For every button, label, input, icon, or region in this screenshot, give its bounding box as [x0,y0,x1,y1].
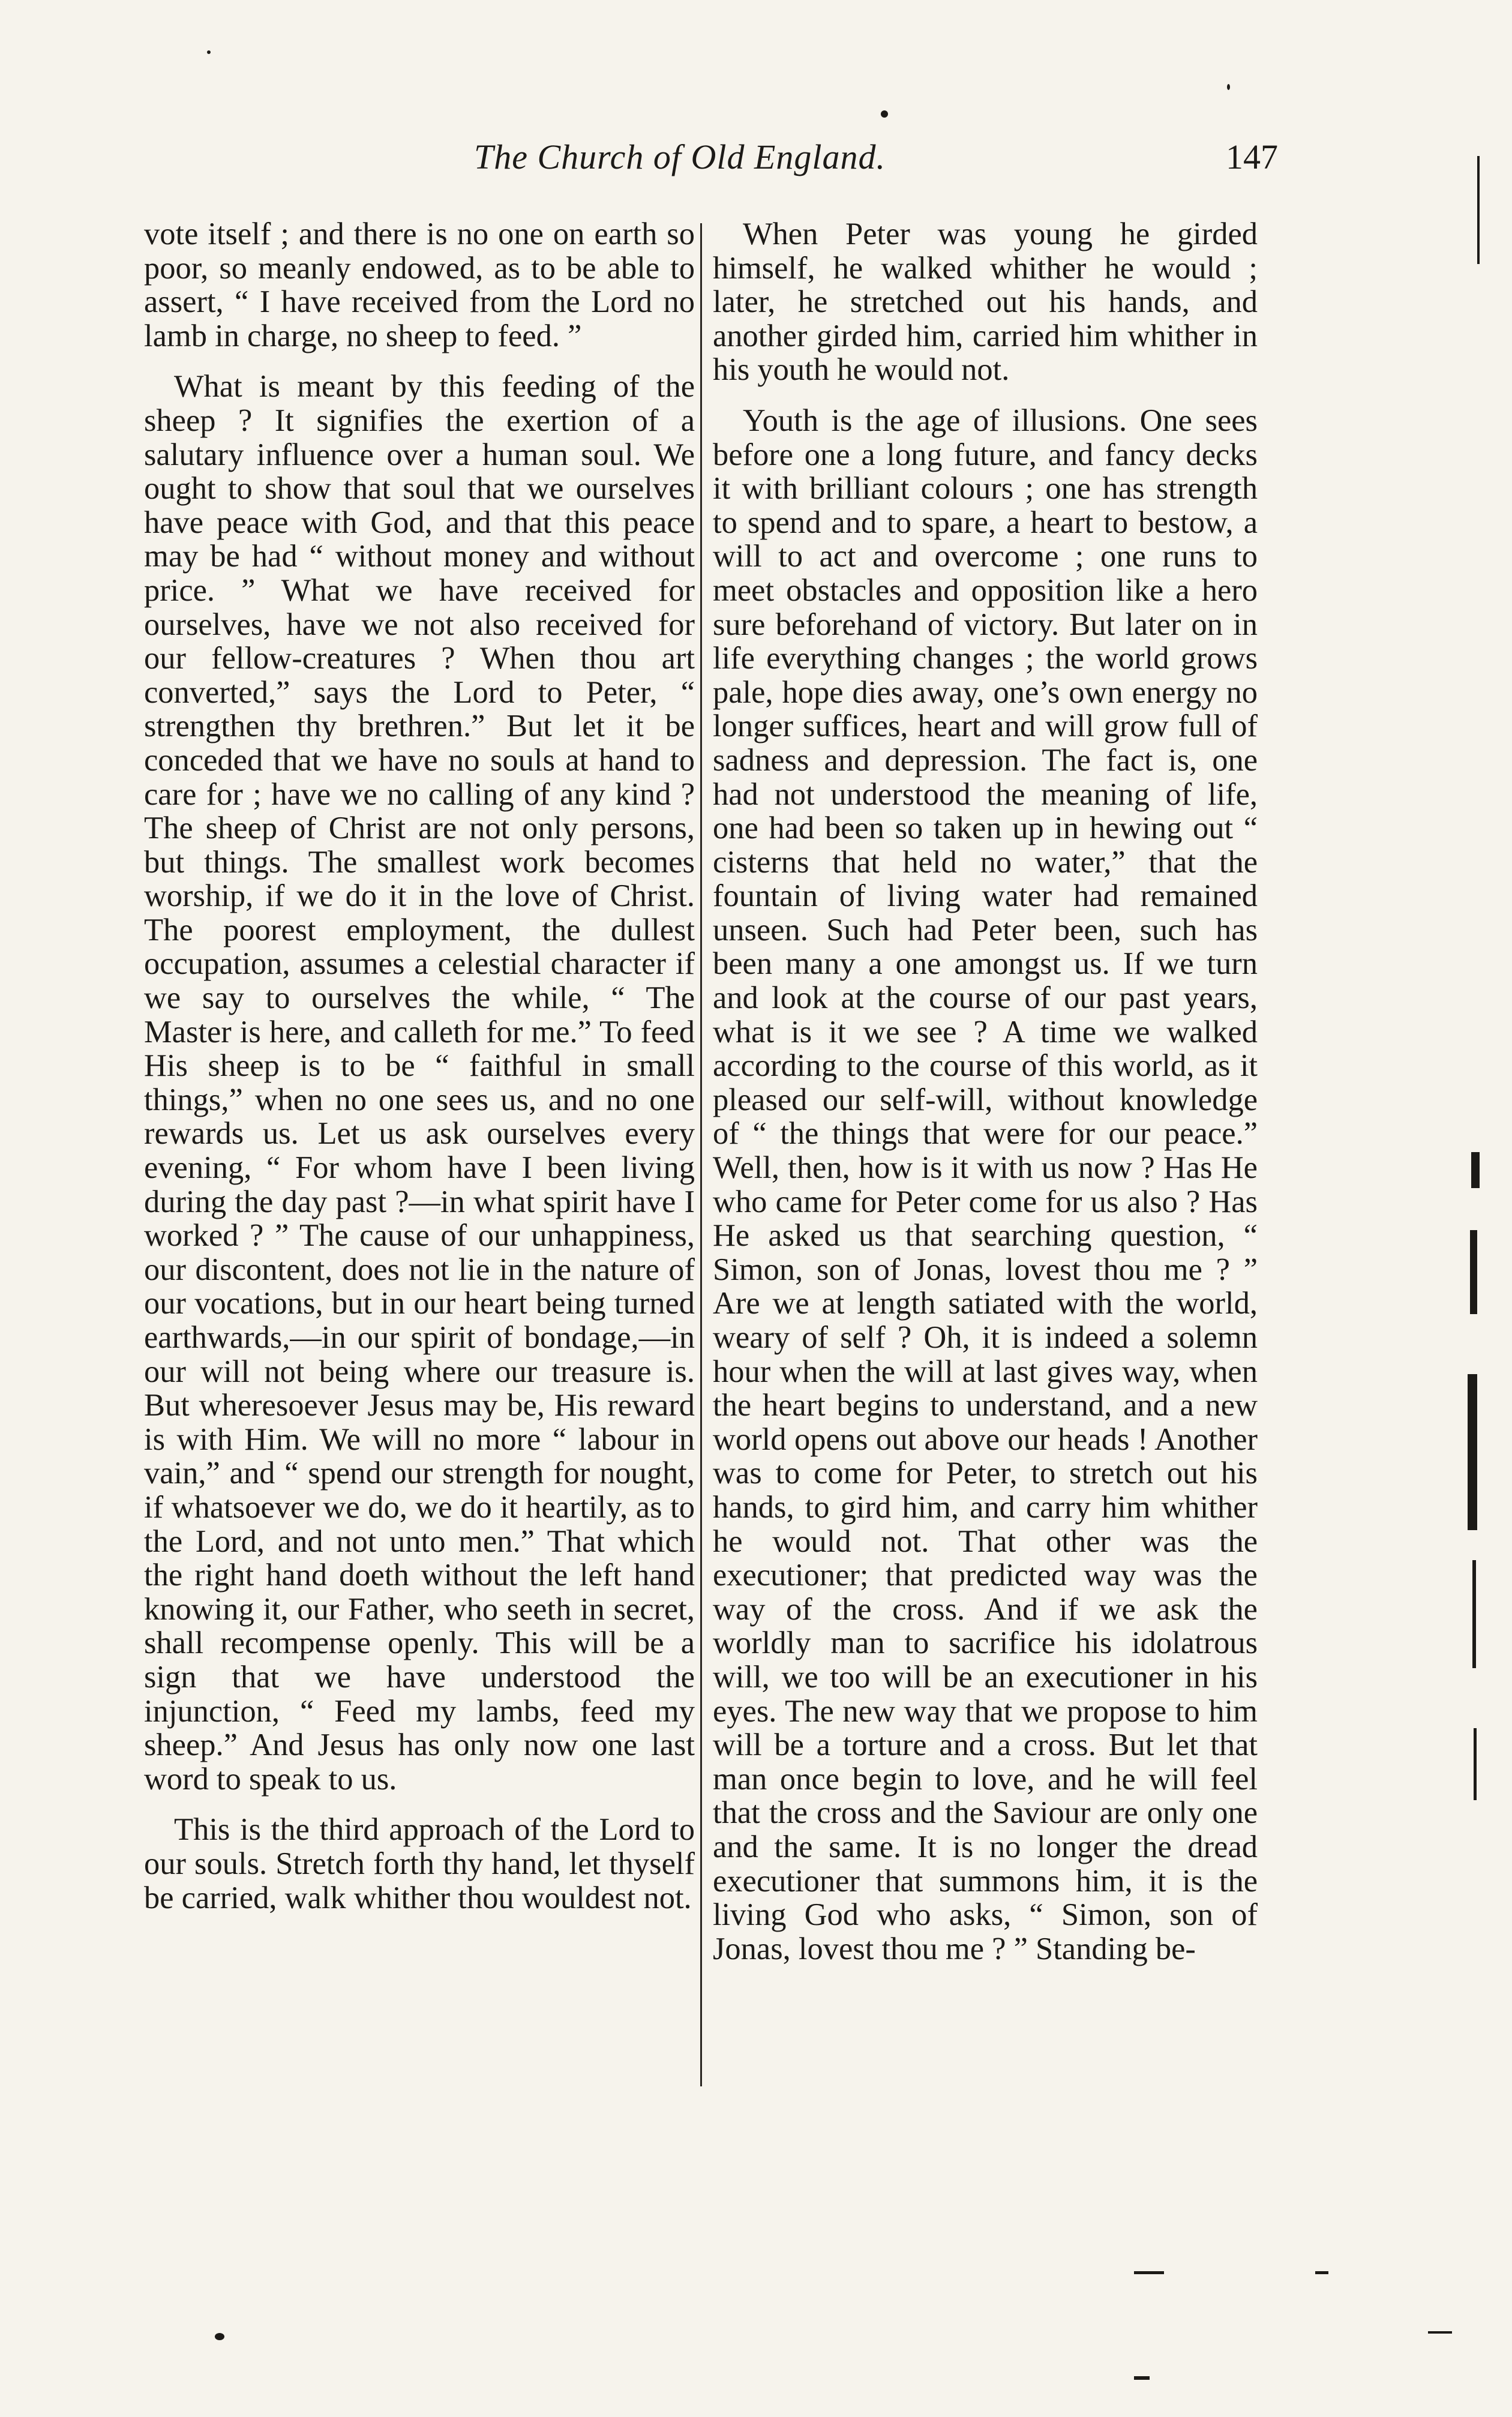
scan-edge-mark [1477,156,1480,264]
column-divider [700,223,702,2086]
paragraph: vote itself ; and there is no one on earth so poor, so meanly endowed, as to be able to assert, “ I have received from the Lord no lamb in charge, no sheep to feed. ” [144,217,695,353]
paragraph: What is meant by this feeding of the sheep ? It signifies the exertion of a salutary influence over a human soul. We ought to show that soul that we ourselves have peace with God, and that this peace may be had “ without money and without price. ” What we have received for ourselves, have we not also received for our fellow-creatures ? When thou art converted,” says the Lord to Peter, “ strengthen thy brethren.” But let it be conceded that we have no souls at hand to care for ; have we no calling of any kind ? The sheep of Christ are not only persons, but things. The smallest work becomes worship, if we do it in the love of Christ. The poorest employment, the dullest occupation, assumes a celestial character if we say to ourselves the while, “ The Master is here, and calleth for me.” To feed His sheep is to be “ faithful in small things,” when no one sees us, and no one rewards us. Let us ask ourselves every evening, “ For whom have I been living during the day past ?—in what spirit have I worked ? ” The cause of our unhappiness, our discontent, does not lie in the nature of our vocations, but in our heart being turned earthwards,—in our spirit of bondage,—in our will not being where our treasure is. But wheresoever Jesus may be, His reward is with Him. We will no more “ labour in vain,” and “ spend our strength for nought, if whatsoever we do, we do it heartily, as to the Lord, and not unto men.” That which the right hand doeth without the left hand knowing it, our Father, who seeth in secret, shall recompense openly. This will be a sign that we have understood the injunction, “ Feed my lambs, feed my sheep.” And Jesus has only now one last word to speak to us. [144,369,695,1797]
scan-edge-mark [1474,1728,1477,1800]
running-title: The Church of Old England. [474,137,886,176]
paragraph: This is the third approach of the Lord to our souls. Stretch forth thy hand, let thyself be carried, walk whither thou wouldest not. [144,1812,695,1915]
page-number: 147 [1226,137,1278,176]
ink-speck [881,110,888,118]
running-head [138,137,1278,191]
scan-edge-mark [1134,2271,1164,2274]
ink-speck [207,50,211,54]
scan-edge-mark [1472,1560,1476,1668]
scan-edge-mark [1134,2376,1150,2380]
scan-edge-mark [1315,2271,1328,2274]
ink-speck [1227,84,1230,90]
ink-speck [215,2333,224,2340]
scan-edge-mark [1470,1230,1477,1314]
left-column [144,217,695,1932]
paragraph: Youth is the age of illusions. One sees before one a long future, and fancy decks it with brilliant colours ; one has strength to spend and to spare, a heart to bestow, a will to act and overcome ; one runs to meet obstacles and opposition like a hero sure beforehand of victory. But later on in life everything changes ; the world grows pale, hope dies away, one’s own energy no longer suffices, heart and will grow full of sadness and depression. The fact is, one had not understood the meaning of life, one had been so taken up in hewing out “ cisterns that held no water,” that the fountain of living water had remained unseen. Such had Peter been, such has been many a one amongst us. If we turn and look at the course of our past years, what is it we see ? A time we walked according to the course of this world, as it pleased our self-will, without knowledge of “ the things that were for our peace.” Well, then, how is it with us now ? Has He who came for Peter come for us also ? Has He asked us that searching question, “ Simon, son of Jonas, lovest thou me ? ” Are we at length satiated with the world, weary of self ? Oh, it is indeed a solemn hour when the will at last gives way, when the heart begins to understand, and a new world opens out above our heads ! Another was to come for Peter, to stretch out his hands, to gird him, and carry him whither he would not. That other was the executioner; that predicted way was the way of the cross. And if we ask the worldly man to sacrifice his idolatrous will, we too will be an executioner in his eyes. The new way that we propose to him will be a torture and a cross. But let that man once begin to love, and he will feel that the cross and the Saviour are only one and the same. It is no longer the dread executioner that summons him, it is the living God who asks, “ Simon, son of Jonas, lovest thou me ? ” Standing be- [713,403,1258,1966]
scan-edge-mark [1428,2331,1452,2334]
scan-edge-mark [1468,1374,1477,1530]
right-column [713,217,1258,1983]
paragraph: When Peter was young he girded himself, he walked whither he would ; later, he stretched out his hands, and another girded him, carried him whither in his youth he would not. [713,217,1258,388]
scan-edge-mark [1471,1152,1480,1188]
